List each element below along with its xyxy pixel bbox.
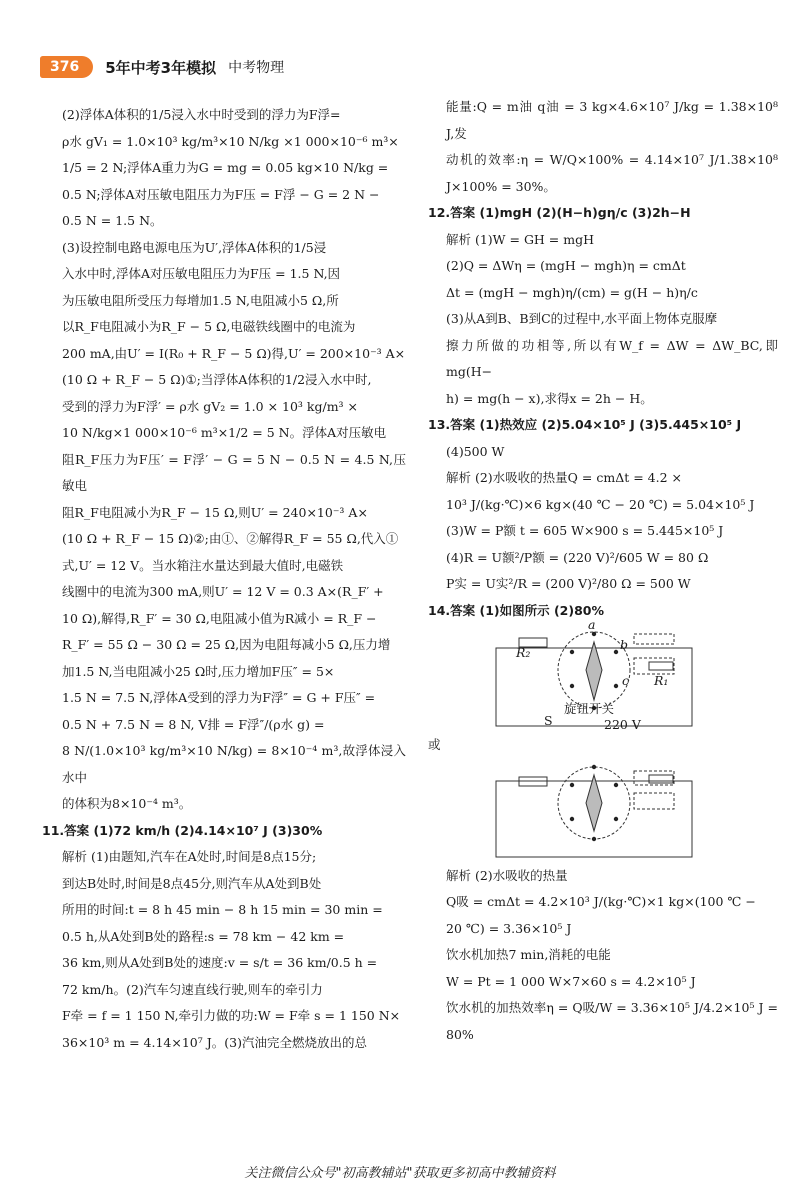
left-line: 0.5 N + 7.5 N = 8 N, V排 = F浮″/(ρ水 g) = [62, 716, 325, 732]
right-line: W = Pt = 1 000 W×7×60 s = 4.2×10⁵ J [446, 973, 696, 989]
left-column [42, 102, 406, 1056]
left-line: 72 km/h。(2)汽车匀速直线行驶,则车的牵引力 [62, 981, 323, 997]
left-line: 8 N/(1.0×10³ kg/m³×10 N/kg) = 8×10⁻⁴ m³,故浮体浸入水中 [62, 743, 406, 785]
r2-label: R₂ [516, 645, 531, 660]
left-line: (3)设控制电路电源电压为U′,浮体A体积的1/5浸 [62, 239, 327, 255]
left-line: (10 Ω + R_F − 5 Ω)①;当浮体A体积的1/2浸入水中时, [62, 372, 372, 387]
r1-label: R₁ [654, 673, 669, 688]
answer-11-heading: 11.答案 (1)72 km/h (2)4.14×10⁷ J (3)30% [42, 822, 323, 838]
terminal-a-label: a [588, 617, 596, 632]
right-line: (3)W = P额 t = 605 W×900 s = 5.445×10⁵ J [446, 523, 724, 538]
right-line: 饮水机的加热效率η = Q吸/W = 3.36×10⁵ J/4.2×10⁵ J = 80% [446, 1000, 782, 1042]
left-line: 阻R_F压力为F压′ = F浮′ − G = 5 N − 0.5 N = 4.5 N,压敏电 [62, 451, 406, 493]
circuit-labels-1 [494, 617, 694, 732]
right-line: 10³ J/(kg·℃)×6 kg×(40 ℃ − 20 ℃) = 5.04×10⁵ J [446, 496, 755, 512]
left-line: 入水中时,浮体A对压敏电阻压力为F压 = 1.5 N,因 [62, 266, 341, 281]
right-line: P实 = U实²/R = (200 V)²/80 Ω = 500 W [446, 576, 691, 591]
left-line: F牵 = f = 1 150 N,牵引力做的功:W = F牵 s = 1 150 N× [62, 1008, 401, 1023]
left-line: 到达B处时,时间是8点45分,则汽车从A处到B处 [62, 875, 322, 891]
left-line: (10 Ω + R_F − 15 Ω)②;由①、②解得R_F = 55 Ω,代入① [62, 531, 399, 546]
right-line: 饮水机加热7 min,消耗的电能 [446, 947, 611, 962]
book-title: 5年中考3年模拟 [105, 58, 217, 77]
left-line: 式,U′ = 12 V。当水箱注水量达到最大值时,电磁铁 [62, 557, 344, 573]
left-line: 200 mA,由U′ = I(R₀ + R_F − 5 Ω)得,U′ = 200×10⁻³ A× [62, 345, 406, 361]
left-line: 1.5 N = 7.5 N,浮体A受到的浮力为F浮″ = G + F压″ = [62, 690, 376, 705]
right-line: 动机的效率:η = W/Q×100% = 4.14×10⁷ J/1.38×10⁸ J×100% = 30%。 [446, 152, 782, 194]
left-line: 36 km,则从A处到B处的速度:v = s/t = 36 km/0.5 h = [62, 955, 378, 970]
terminal-c-label: c [622, 673, 630, 688]
right-line: Δt = (mgH − mgh)η/(cm) = g(H − h)η/c [446, 284, 698, 300]
left-line: 加1.5 N,当电阻减小25 Ω时,压力增加F压″ = 5× [62, 663, 335, 679]
right-line: 解析 (1)W = GH = mgH [446, 231, 595, 247]
caption-label: 旋钮开关 [564, 701, 615, 716]
left-line: 阻R_F电阻减小为R_F − 15 Ω,则U′ = 240×10⁻³ A× [62, 504, 368, 520]
left-line: R_F′ = 55 Ω − 30 Ω = 25 Ω,因为电阻每减小5 Ω,压力增 [62, 637, 391, 652]
right-line: h) = mg(h − x),求得x = 2h − H。 [446, 390, 653, 406]
footer-note: 关注微信公众号"初高教辅站"获取更多初高中教辅资料 [244, 1166, 556, 1181]
right-line: (3)从A到B、B到C的过程中,水平面上物体克服摩 [446, 311, 718, 326]
right-line: (4)500 W [446, 443, 505, 459]
left-line: 10 N/kg×1 000×10⁻⁶ m³×1/2 = 5 N。浮体A对压敏电 [62, 425, 387, 440]
page-number-badge: 376 [40, 56, 93, 78]
switch-label: S [544, 713, 553, 728]
right-line: 擦力所做的功相等,所以有W_f = ΔW = ΔW_BC,即mg(H− [446, 337, 778, 379]
right-line: 能量:Q = m油 q油 = 3 kg×4.6×10⁷ J/kg = 1.38×10⁸ J,发 [446, 99, 782, 141]
answer-12-heading: 12.答案 (1)mgH (2)(H−h)gη/c (3)2h−H [428, 205, 691, 220]
answer-14-heading: 14.答案 (1)如图所示 (2)80% [428, 602, 605, 618]
left-line: 0.5 N = 1.5 N。 [62, 213, 163, 228]
left-line: 受到的浮力为F浮′ = ρ水 gV₂ = 1.0 × 10³ kg/m³ × [62, 398, 359, 414]
left-line: 所用的时间:t = 8 h 45 min − 8 h 15 min = 30 min = [62, 902, 383, 917]
left-line: 10 Ω),解得,R_F′ = 30 Ω,电阻减小值为R减小 = R_F − [62, 610, 377, 626]
left-line: ρ水 gV₁ = 1.0×10³ kg/m³×10 N/kg ×1 000×10⁻⁶ m³× [62, 133, 399, 149]
left-line: (2)浮体A体积的1/5浸入水中时受到的浮力为F浮= [62, 107, 341, 122]
supply-label: 220 V [604, 717, 641, 732]
right-line: Q吸 = cmΔt = 4.2×10³ J/(kg·℃)×1 kg×(100 ℃ − [446, 894, 756, 909]
left-line: 0.5 N;浮体A对压敏电阻压力为F压 = F浮 − G = 2 N − [62, 186, 380, 202]
left-line: 解析 (1)由题知,汽车在A处时,时间是8点15分; [62, 849, 317, 864]
right-line: 解析 (2)水吸收的热量Q = cmΔt = 4.2 × [446, 470, 682, 485]
left-line: 36×10³ m = 4.14×10⁷ J。(3)汽油完全燃烧放出的总 [62, 1034, 367, 1050]
circuit-diagram-2 [494, 763, 694, 859]
or-label: 或 [428, 737, 441, 752]
left-line: 线圈中的电流为300 mA,则U′ = 12 V = 0.3 A×(R_F′ + [62, 584, 384, 599]
right-column [428, 94, 782, 1048]
left-line: 的体积为8×10⁻⁴ m³。 [62, 796, 192, 811]
answer-13-heading: 13.答案 (1)热效应 (2)5.04×10⁵ J (3)5.445×10⁵ J [428, 417, 742, 432]
right-line: 解析 (2)水吸收的热量 [446, 867, 568, 883]
terminal-b-label: b [620, 637, 629, 652]
page-header [40, 54, 284, 80]
right-line: (2)Q = ΔWη = (mgH − mgh)η = cmΔt [446, 258, 686, 273]
left-line: 以R_F电阻减小为R_F − 5 Ω,电磁铁线圈中的电流为 [62, 319, 356, 334]
left-line: 1/5 = 2 N;浮体A重力为G = mg = 0.05 kg×10 N/kg = [62, 160, 389, 175]
left-line: 为压敏电阻所受压力每增加1.5 N,电阻减小5 Ω,所 [62, 292, 339, 308]
right-line: (4)R = U额²/P额 = (220 V)²/605 W = 80 Ω [446, 549, 709, 565]
left-line: 0.5 h,从A处到B处的路程:s = 78 km − 42 km = [62, 928, 345, 944]
subject-label: 中考物理 [228, 60, 285, 76]
right-line: 20 ℃) = 3.36×10⁵ J [446, 920, 572, 936]
